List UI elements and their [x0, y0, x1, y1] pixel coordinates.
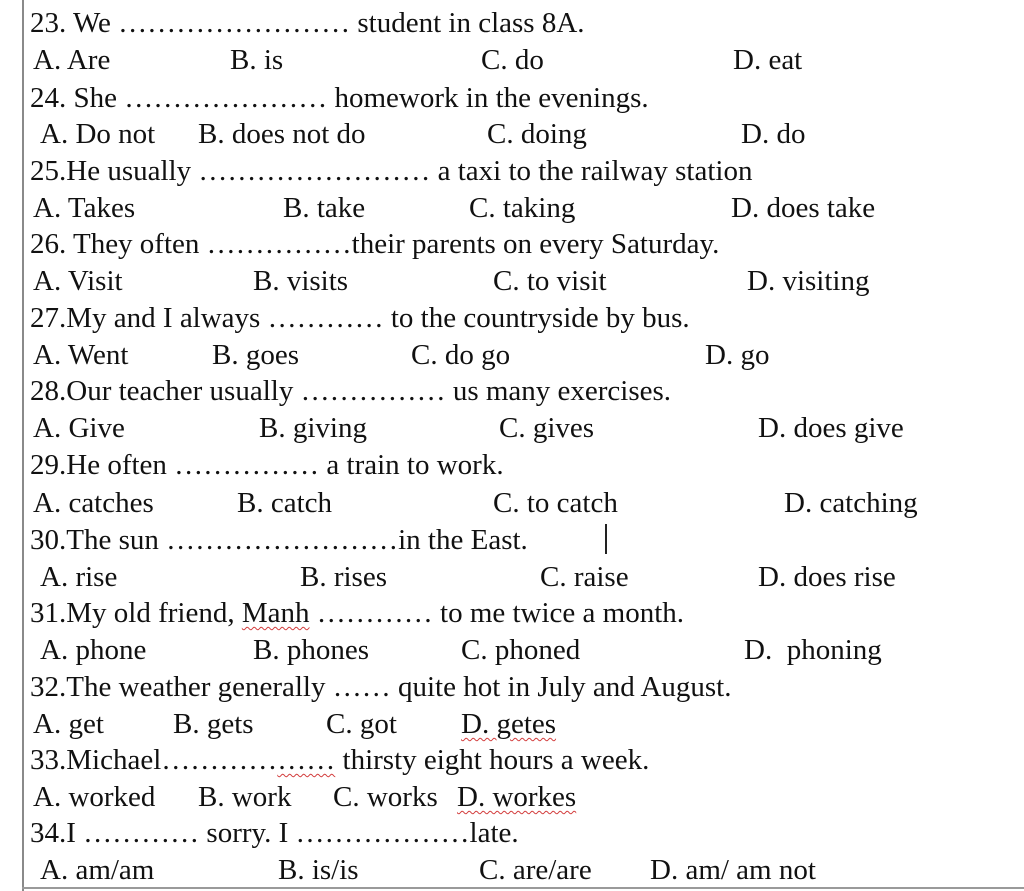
option-24-a: A. Do not — [40, 118, 156, 150]
question-33-text-after: thirsty eight hours a week. — [335, 744, 650, 776]
option-24-d: D. do — [741, 118, 806, 150]
option-34-d: D. am/ am not — [650, 854, 816, 886]
option-28-d: D. does give — [758, 412, 904, 444]
question-30: 30.The sun ……………………in the East. — [30, 524, 528, 556]
option-28-b: B. giving — [259, 412, 367, 444]
question-27: 27.My and I always ………… to the countryside by bus. — [30, 302, 690, 334]
option-26-d: D. visiting — [747, 265, 870, 297]
option-26-b: B. visits — [253, 265, 349, 297]
option-28-c: C. gives — [499, 412, 595, 444]
option-25-a: A. Takes — [33, 192, 136, 224]
option-29-b: B. catch — [237, 487, 333, 519]
option-30-a: A. rise — [40, 561, 118, 593]
question-31-text-before: 31.My old friend, — [30, 597, 242, 629]
spelling-mark: …… — [277, 744, 336, 776]
option-31-d: D. phoning — [744, 634, 882, 666]
option-33-a: A. worked — [33, 781, 156, 813]
option-25-c: C. taking — [469, 192, 576, 224]
option-34-c: C. are/are — [479, 854, 592, 886]
option-32-b: B. gets — [173, 708, 254, 740]
question-34: 34.I ………… sorry. I ………………late. — [30, 817, 519, 849]
question-33-text-before: 33.Michael………… — [30, 744, 278, 776]
option-31-c: C. phoned — [461, 634, 581, 666]
option-29-a: A. catches — [33, 487, 154, 519]
option-30-b: B. rises — [300, 561, 387, 593]
option-30-d: D. does rise — [758, 561, 896, 593]
option-23-a: A. Are — [33, 44, 111, 76]
left-border — [22, 0, 24, 891]
option-32-d-text: D. getes — [461, 708, 557, 740]
option-23-d: D. eat — [733, 44, 803, 76]
option-24-b: B. does not do — [198, 118, 366, 150]
spelling-mark: Manh — [241, 597, 310, 629]
question-33 — [30, 743, 649, 777]
option-34-a: A. am/am — [40, 854, 155, 886]
question-28: 28.Our teacher usually …………… us many exercises. — [30, 375, 672, 407]
question-24: 24. She ………………… homework in the evenings. — [30, 82, 649, 114]
option-33-b: B. work — [198, 781, 292, 813]
question-26: 26. They often ……………their parents on every Saturday. — [30, 228, 720, 260]
option-27-b: B. goes — [212, 339, 299, 371]
option-23-c: C. do — [481, 44, 544, 76]
option-32-d — [461, 707, 556, 741]
option-33-c: C. works — [333, 781, 438, 813]
text-cursor — [605, 524, 607, 554]
option-33-d-text: D. workes — [457, 781, 577, 813]
option-27-c: C. do go — [411, 339, 511, 371]
option-28-a: A. Give — [33, 412, 125, 444]
option-23-b: B. is — [230, 44, 284, 76]
option-34-b: B. is/is — [278, 854, 359, 886]
question-25: 25.He usually …………………… a taxi to the railway station — [30, 155, 753, 187]
option-29-d: D. catching — [784, 487, 918, 519]
option-32-a: A. get — [33, 708, 104, 740]
option-32-c: C. got — [326, 708, 397, 740]
option-26-a: A. Visit — [33, 265, 123, 297]
option-25-d: D. does take — [731, 192, 876, 224]
question-31-text-after: ………… to me twice a month. — [309, 597, 685, 629]
option-27-d: D. go — [705, 339, 770, 371]
question-23: 23. We …………………… student in class 8A. — [30, 7, 585, 39]
option-30-c: C. raise — [540, 561, 629, 593]
option-29-c: C. to catch — [493, 487, 618, 519]
option-27-a: A. Went — [33, 339, 129, 371]
option-31-b: B. phones — [253, 634, 369, 666]
question-32: 32.The weather generally …… quite hot in July and August. — [30, 671, 732, 703]
option-25-b: B. take — [283, 192, 366, 224]
option-24-c: C. doing — [487, 118, 587, 150]
bottom-border — [22, 887, 1024, 889]
question-29: 29.He often …………… a train to work. — [30, 449, 504, 481]
option-33-d — [457, 780, 576, 814]
question-31 — [30, 596, 684, 630]
option-26-c: C. to visit — [493, 265, 607, 297]
option-31-a: A. phone — [40, 634, 147, 666]
